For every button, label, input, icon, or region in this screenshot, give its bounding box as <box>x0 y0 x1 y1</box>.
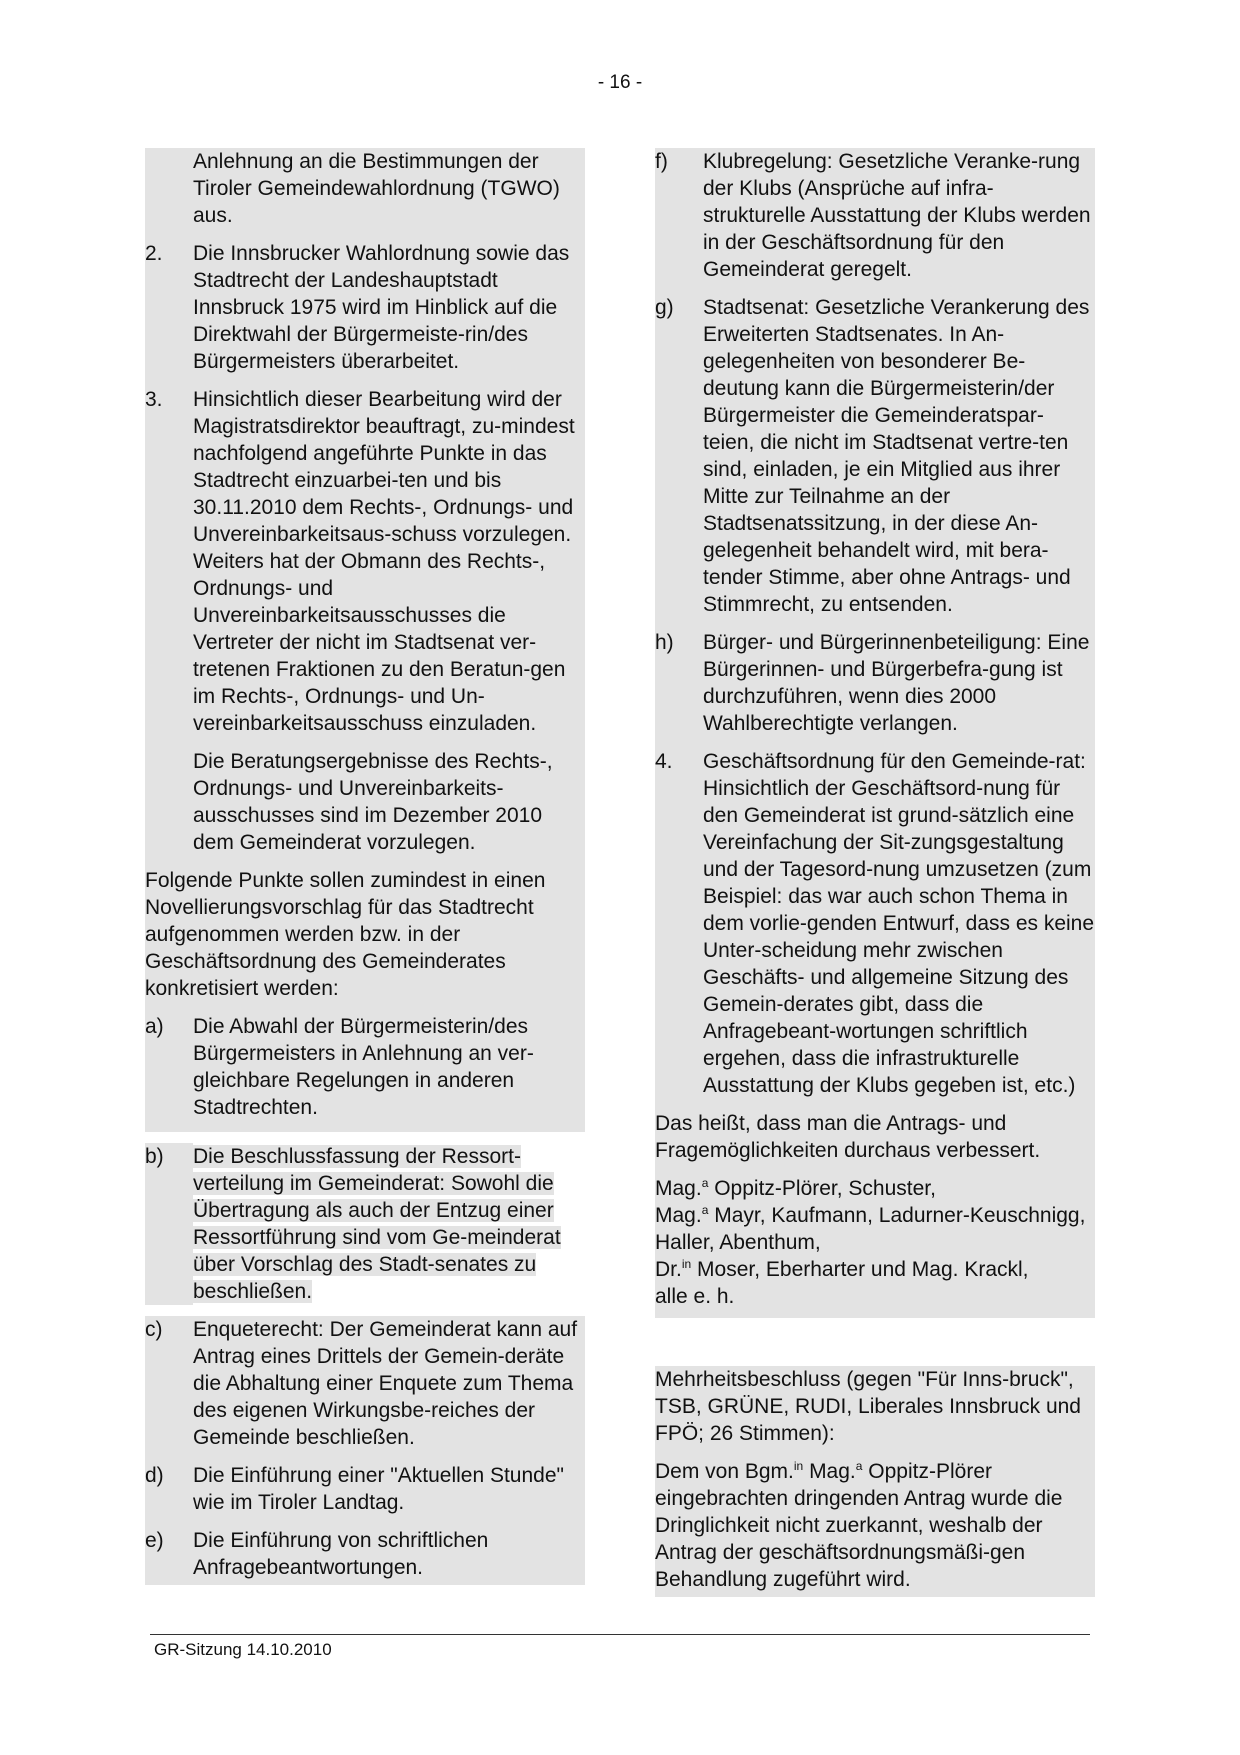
footer-divider <box>150 1634 1090 1635</box>
resolution: Mehrheitsbeschluss (gegen "Für Inns-bruck", TSB, GRÜNE, RUDI, Liberales Innsbruck und FPÖ; 26 Stimmen): <box>655 1368 1081 1445</box>
left-column <box>145 148 585 1585</box>
item3-followup: Die Beratungsergebnisse des Rechts-, Ordnungs- und Unvereinbarkeits-ausschusses sind im Dezember 2010 dem Gemeinderat vorzulegen. <box>193 750 553 854</box>
list-item: h) Bürger- und Bürgerinnenbeteiligung: Eine Bürgerinnen- und Bürgerbefra-gung ist durchzuführen, wenn dies 2000 Wahlberechtigte verlangen. <box>655 631 1090 735</box>
list-item: 2. Die Innsbrucker Wahlordnung sowie das Stadtrecht der Landeshauptstadt Innsbruck 1975 wird im Hinblick auf die Direktwahl der Bürgermeiste-rin/des Bürgermeisters überarbeitet. <box>145 242 570 373</box>
points-intro: Folgende Punkte sollen zumindest in einen Novellierungsvorschlag für das Stadtrecht aufgenommen werden bzw. in der Geschäftsordnung des Gemeinderates konkretisiert werden: <box>145 869 546 1000</box>
list-item: a) Die Abwahl der Bürgermeisterin/des Bürgermeisters in Anlehnung an ver-gleichbare Regelungen in anderen Stadtrechten. <box>145 1015 534 1119</box>
signatories: Mag.$^a$ Oppitz-Plörer, Schuster, Mag.$^a$ Mayr, Kaufmann, Ladurner-Keuschnigg, Haller, Abenthum, Dr.$^{in}$ Moser, Eberharter und Mag. Krackl, alle e. h. <box>655 1176 1086 1308</box>
list-item: g) Stadtsenat: Gesetzliche Verankerung des Erweiterten Stadtsenates. In An-gelegenheiten von besonderer Be-deutung kann die Bürgermeisterin/der Bürgermeister die Gemeinderatspar-teien, die nicht im Stadtsenat vertre-ten sind, einladen, je ein Mitglied aus ihrer Mitte zur Teilnahme an der Stadtsenatssitzung, in der diese An-gelegenheit behandelt wird, mit bera-tender Stimme, aber ohne Antrags- und Stimmrecht, zu entsenden. <box>655 296 1090 616</box>
list-item: 4. Geschäftsordnung für den Gemeinde-rat: Hinsichtlich der Geschäftsord-nung für den Gemeinderat ist grund-sätzlich eine Vereinfachung der Sit-zungsgestaltung und der Tagesord-nung umzusetzen (zum Beispiel: das war auch schon Thema in dem vorlie-genden Entwurf, dass es keine Unter-scheidung mehr zwischen Geschäfts- und allgemeine Sitzung des Gemein-derates gibt, dass die Anfragebeant-wortungen schriftlich ergehen, dass die infrastrukturelle Ausstattung der Klubs gegeben ist, etc.) <box>655 750 1095 1097</box>
left-shaded-block <box>145 148 585 1132</box>
right-column <box>655 148 1095 1597</box>
right-shaded-block-2 <box>655 1366 1095 1597</box>
list-item: c) Enqueterecht: Der Gemeinderat kann auf Antrag eines Drittels der Gemein-deräte die Abhaltung einer Enquete zum Thema des eigenen Wirkungsbe-reiches der Gemeinde beschließen. <box>145 1318 578 1449</box>
list-item: f) Klubregelung: Gesetzliche Veranke-rung der Klubs (Ansprüche auf infra-strukturelle Ausstattung der Klubs werden in der Geschäftsordnung für den Gemeinderat geregelt. <box>655 150 1091 281</box>
outcome: Dem von Bgm.$^{in}$ Mag.$^a$ Oppitz-Plörer eingebrachten dringenden Antrag wurde die Dringlichkeit nicht zuerkannt, weshalb der Antrag der geschäftsordnungsmäßi-gen Behandlung zugeführt wird. <box>655 1459 1063 1591</box>
list-item: d) Die Einführung einer "Aktuellen Stunde" wie im Tiroler Landtag. <box>145 1464 564 1514</box>
conclusion: Das heißt, dass man die Antrags- und Fragemöglichkeiten durchaus verbessert. <box>655 1112 1041 1162</box>
left-shaded-block-2 <box>145 1316 585 1585</box>
footer: GR-Sitzung 14.10.2010 <box>154 1640 332 1659</box>
right-shaded-block <box>655 148 1095 1318</box>
list-item: 3. Hinsichtlich dieser Bearbeitung wird der Magistratsdirektor beauftragt, zu-mindest nachfolgend angeführte Punkte in das Stadtrecht einzuarbei-ten und bis 30.11.2010 dem Rechts-, Ordnungs- und Unvereinbarkeitsaus-schuss vorzulegen. Weiters hat der Obmann des Rechts-, Ordnungs- und Unvereinbarkeitsausschusses die Vertreter der nicht im Stadtsenat ver-tretenen Fraktionen zu den Beratun-gen im Rechts-, Ordnungs- und Un-vereinbarkeitsausschuss einzuladen. <box>145 388 575 735</box>
intro-continuation: Anlehnung an die Bestimmungen der Tiroler Gemeindewahlordnung (TGWO) aus. <box>193 150 560 227</box>
list-item: e) Die Einführung von schriftlichen Anfragebeantwortungen. <box>145 1529 489 1579</box>
page-number: - 16 - <box>597 72 643 93</box>
list-item: b) Die Beschlussfassung der Ressort-verteilung im Gemeinderat: Sowohl die Übertragung als auch der Entzug einer Ressortführung sind vom Ge-meinderat über Vorschlag des Stadt-senates zu beschließen. <box>145 1145 561 1303</box>
